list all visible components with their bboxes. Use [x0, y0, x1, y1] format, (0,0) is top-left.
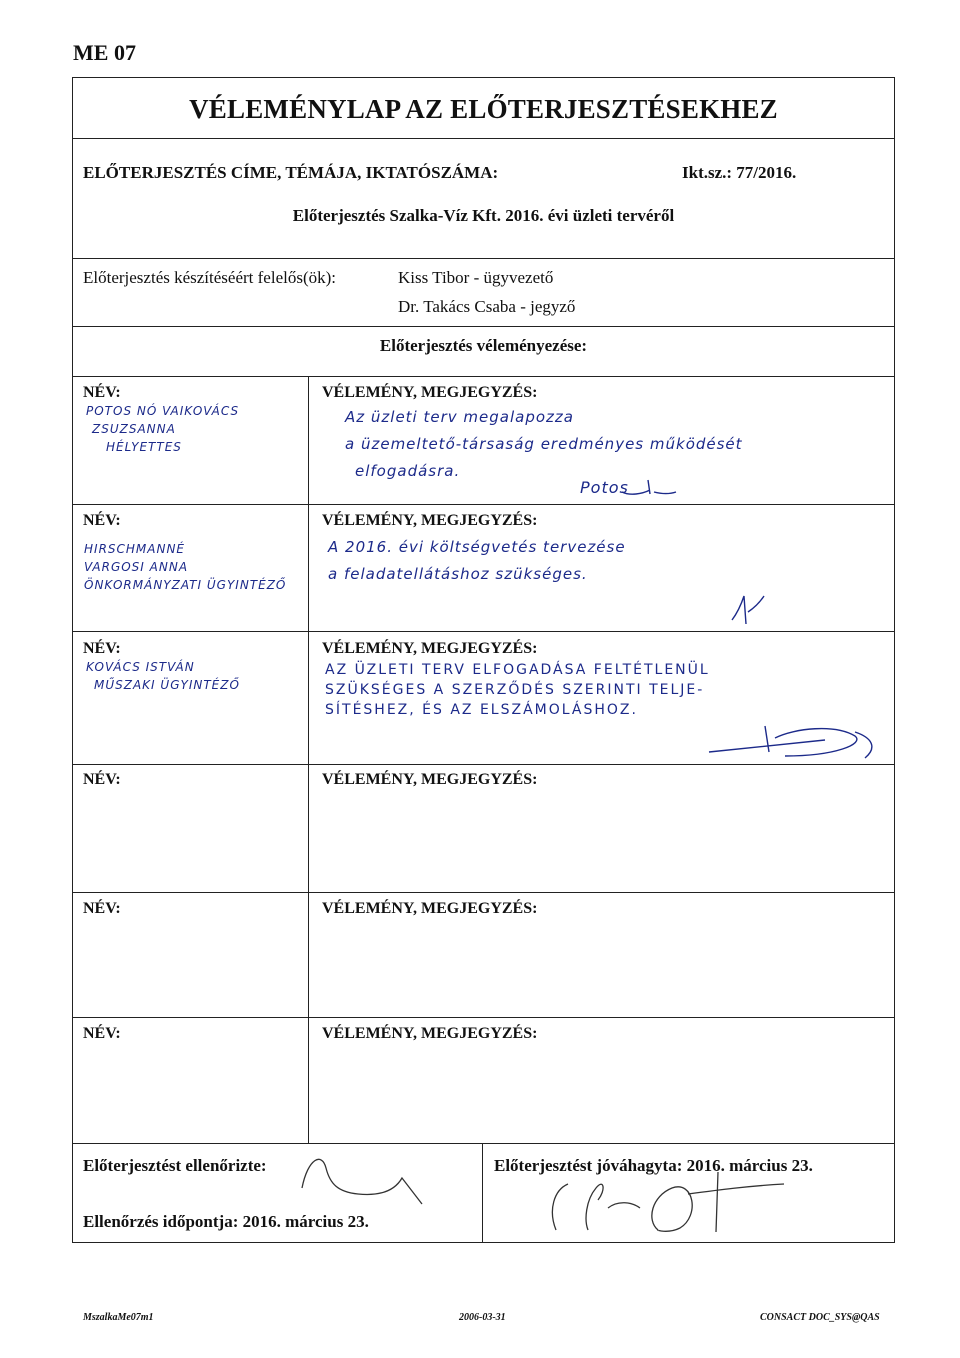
row-divider: [72, 504, 895, 505]
divider: [72, 326, 895, 327]
handwritten-signature-icon: [620, 470, 680, 500]
name-line: ÖNKORMÁNYZATI ÜGYINTÉZŐ: [84, 578, 287, 592]
opinion-line: AZ ÜZLETI TERV ELFOGADÁSA FELTÉTLENÜL: [325, 662, 710, 678]
opinion-line: elfogadásra.: [355, 462, 461, 480]
name-line: POTOS NÓ VAIKOVÁCS: [86, 404, 240, 418]
name-label: NÉV:: [83, 384, 121, 401]
opinion-line: SÍTÉSHEZ, ÉS AZ ELSZÁMOLÁSHOZ.: [325, 702, 638, 718]
opinion-line: SZÜKSÉGES A SZERZŐDÉS SZERINTI TELJE-: [325, 682, 705, 698]
name-label: NÉV:: [83, 900, 121, 917]
reg-number: Ikt.sz.: 77/2016.: [682, 163, 797, 182]
opinion-line: A 2016. évi költségvetés tervezése: [328, 538, 626, 556]
name-label: NÉV:: [83, 640, 121, 657]
footer-date: 2006-03-31: [459, 1312, 506, 1323]
name-line: VARGOSI ANNA: [84, 560, 189, 574]
name-line: MŰSZAKI ÜGYINTÉZŐ: [94, 678, 240, 692]
name-label: NÉV:: [83, 771, 121, 788]
footer-system: CONSACT DOC_SYS@QAS: [760, 1312, 880, 1323]
name-line: HÉLYETTES: [106, 440, 182, 454]
name-line: KOVÁCS ISTVÁN: [86, 660, 195, 674]
footer-file-id: MszalkaMe07m1: [83, 1312, 154, 1323]
reviewer-opinion: [328, 534, 888, 588]
signature-note: Potos: [580, 478, 629, 497]
reviewer-opinion: [325, 660, 885, 720]
divider: [72, 376, 895, 377]
opinion-label: VÉLEMÉNY, MEGJEGYZÉS:: [322, 384, 538, 401]
row-divider: [72, 1143, 895, 1144]
opinion-label: VÉLEMÉNY, MEGJEGYZÉS:: [322, 771, 538, 788]
checker-signature-icon: [298, 1148, 428, 1218]
reviewer-name: [86, 402, 239, 456]
row-divider: [72, 1017, 895, 1018]
name-line: ZSUZSANNA: [92, 422, 176, 436]
reviewer-opinion: [345, 404, 885, 485]
row-divider: [72, 631, 895, 632]
page-title: VÉLEMÉNYLAP AZ ELŐTERJESZTÉSEKHEZ: [189, 94, 778, 124]
reviewer-name: [84, 540, 286, 594]
review-title: Előterjesztés véleményezése:: [379, 336, 588, 355]
opinion-label: VÉLEMÉNY, MEGJEGYZÉS:: [322, 1025, 538, 1042]
subject-label: ELŐTERJESZTÉS CÍME, TÉMÁJA, IKTATÓSZÁMA:: [83, 163, 499, 182]
approver-signature-icon: [548, 1160, 798, 1240]
divider: [72, 258, 895, 259]
opinion-line: a feladatellátáshoz szükséges.: [328, 565, 588, 583]
opinion-label: VÉLEMÉNY, MEGJEGYZÉS:: [322, 640, 538, 657]
responsible-person-1: Kiss Tibor - ügyvezető: [398, 268, 554, 287]
approval-divider: [482, 1143, 483, 1243]
checked-by-label: Előterjesztést ellenőrizte:: [83, 1156, 267, 1175]
opinion-line: a üzemeltető-társaság eredményes működését: [345, 435, 743, 453]
name-label: NÉV:: [83, 1025, 121, 1042]
name-label: NÉV:: [83, 512, 121, 529]
handwritten-signature-icon: [728, 592, 768, 628]
responsible-person-2: Dr. Takács Csaba - jegyző: [398, 297, 576, 316]
row-divider: [72, 892, 895, 893]
opinion-label: VÉLEMÉNY, MEGJEGYZÉS:: [322, 512, 538, 529]
column-divider: [308, 376, 309, 1143]
check-date-label: Ellenőrzés időpontja: 2016. március 23.: [83, 1212, 369, 1231]
opinion-label: VÉLEMÉNY, MEGJEGYZÉS:: [322, 900, 538, 917]
opinion-line: Az üzleti terv megalapozza: [345, 408, 574, 426]
row-divider: [72, 764, 895, 765]
divider: [72, 138, 895, 139]
handwritten-signature-icon: [705, 718, 885, 764]
name-line: HIRSCHMANNÉ: [84, 542, 186, 556]
reviewer-name: [86, 658, 240, 694]
form-code: ME 07: [73, 40, 136, 65]
approved-by-label: Előterjesztést jóváhagyta: 2016. március 23.: [494, 1156, 813, 1175]
responsible-label: Előterjesztés készítéséért felelős(ök):: [83, 268, 336, 287]
subject-text: Előterjesztés Szalka-Víz Kft. 2016. évi üzleti tervéről: [292, 206, 675, 225]
